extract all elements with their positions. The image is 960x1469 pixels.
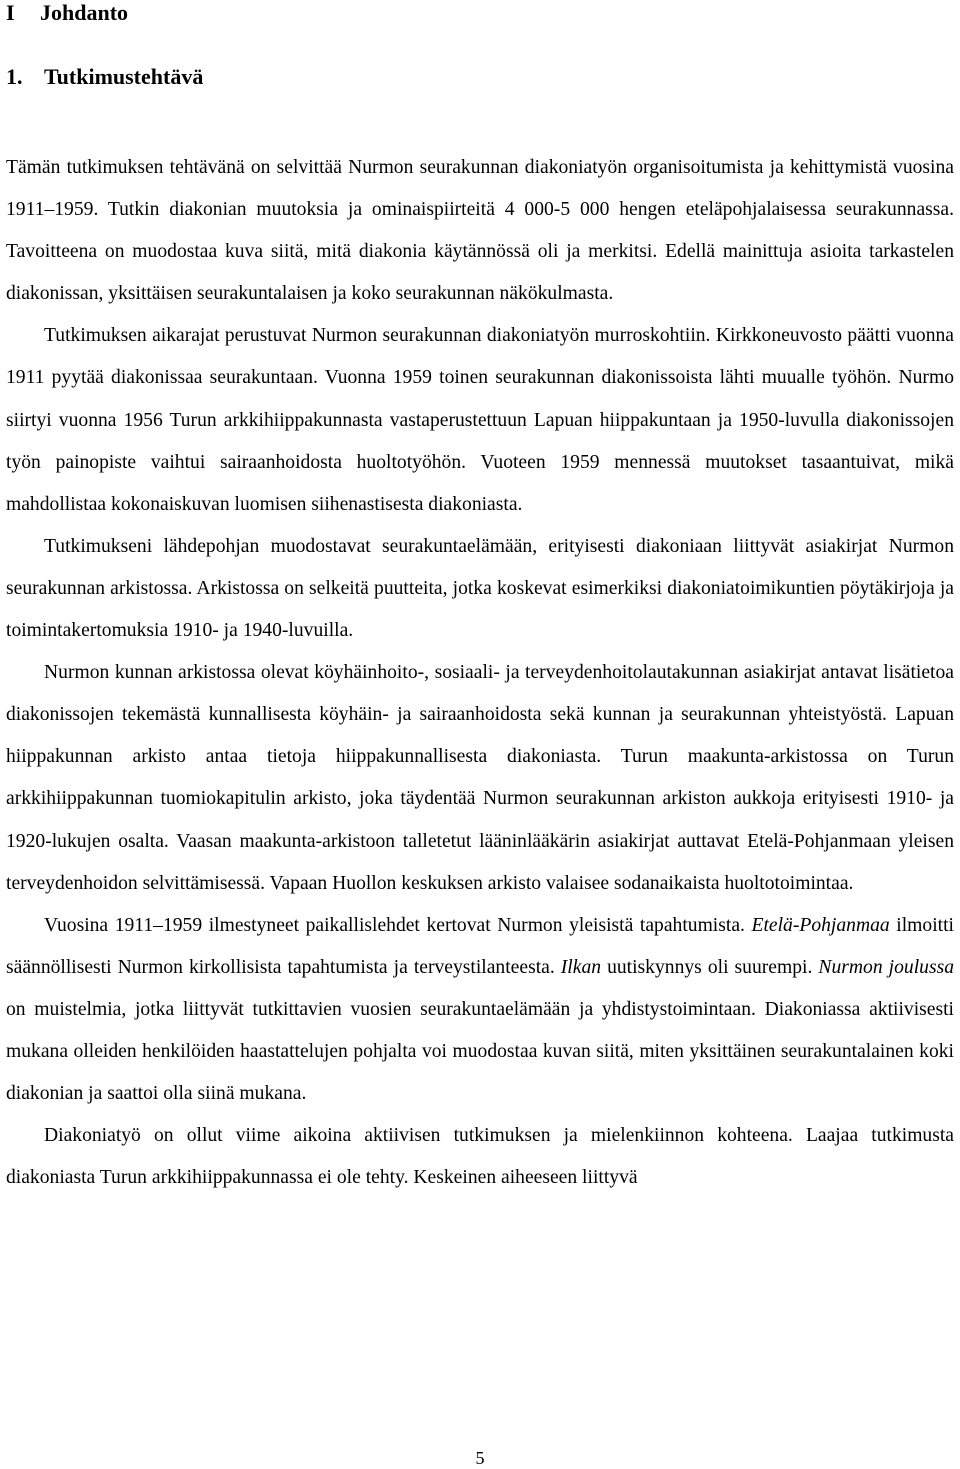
newspaper-title-ilkka: Ilkan: [560, 956, 602, 978]
section-heading: [6, 64, 203, 90]
body-text: [6, 147, 954, 1199]
paragraph-5-text-d: on muistelmia, jotka liittyvät tutkittavien vuosien seurakuntaelämään ja yhdistystoimintaan. Diakoniassa aktiivisesti mukana olleiden henkilöiden haastattelujen pohjalta voi muodostaa kuvan siitä, miten yksittäinen seurakuntalainen koki diakonian ja saattoi olla siinä mukana.: [6, 998, 954, 1105]
paragraph-5: [6, 905, 954, 1115]
page-number: 5: [475, 1448, 485, 1468]
paragraph-4: Nurmon kunnan arkistossa olevat köyhäinhoito-, sosiaali- ja terveydenhoitolautakunnan asiakirjat antavat lisätietoa diakonissojen tekemästä kunnallisesta köyhäin- ja sairaanhoidosta sekä kunnan ja seurakunnan yhteistyöstä. Lapuan hiippakunnan arkisto antaa tietoja hiippakunnallisesta diakoniasta. Turun maakunta-arkistossa on Turun arkkihiippakunnan tuomiokapitulin arkisto, joka täydentää Nurmon seurakunnan arkiston aukkoja erityisesti 1910- ja 1920-lukujen osalta. Vaasan maakunta-arkistoon talletetut lääninlääkärin asiakirjat auttavat Etelä-Pohjanmaan yleisen terveydenhoidon selvittämisessä. Vapaan Huollon keskuksen arkisto valaisee sodanaikaista huoltotoimintaa.: [6, 662, 954, 894]
paragraph-1: Tämän tutkimuksen tehtävänä on selvittää Nurmon seurakunnan diakoniatyön organisoitumista ja kehittymistä vuosina 1911–1959. Tutkin diakonian muutoksia ja ominaispiirteitä 4 000-5 000 hengen eteläpohjalaisessa seurakunnassa. Tavoitteena on muodostaa kuva siitä, mitä diakonia käytännössä oli ja merkitsi. Edellä mainittuja asioita tarkastelen diakonissan, yksittäisen seurakuntalaisen ja koko seurakunnan näkökulmasta.: [6, 157, 954, 305]
newspaper-title-etela-pohjanmaa: Etelä-Pohjanmaa: [751, 914, 890, 936]
paragraph-2: Tutkimuksen aikarajat perustuvat Nurmon seurakunnan diakoniatyön murroskohtiin. Kirkkoneuvosto päätti vuonna 1911 pyytää diakonissaa seurakuntaan. Vuonna 1959 toinen seurakunnan diakonissoista lähti muualle työhön. Nurmo siirtyi vuonna 1956 Turun arkkihiippakunnasta vastaperustettuun Lapuan hiippakuntaan ja 1950-luvulla diakonissojen työn painopiste vaihtui sairaanhoidosta huoltotyöhön. Vuoteen 1959 mennessä muutokset tasaantuivat, mikä mahdollistaa kokonaiskuvan luomisen siihenastisesta diakoniasta.: [6, 325, 954, 515]
paragraph-6: Diakoniatyö on ollut viime aikoina aktiivisen tutkimuksen ja mielenkiinnon kohteena. Laajaa tutkimusta diakoniasta Turun arkkihiippakunnassa ei ole tehty. Keskeinen aiheeseen liittyvä: [6, 1125, 954, 1189]
paragraph-5-text-c: uutiskynnys oli suurempi.: [601, 956, 819, 978]
section-number: 1.: [6, 64, 23, 89]
chapter-number: I: [6, 0, 15, 25]
paragraph-3: Tutkimukseni lähdepohjan muodostavat seurakuntaelämään, erityisesti diakoniaan liittyvät asiakirjat Nurmon seurakunnan arkistossa. Arkistossa on selkeitä puutteita, jotka koskevat esimerkiksi diakoniatoimikuntien pöytäkirjoja ja toimintakertomuksia 1910- ja 1940-luvuilla.: [6, 535, 954, 642]
chapter-heading: [6, 0, 128, 26]
publication-title-nurmon-joulu: Nurmon joulussa: [818, 956, 954, 978]
paragraph-5-text-b: ilmoitti säännöllisesti Nurmon kirkollisista tapahtumista ja terveystilanteesta.: [6, 914, 954, 978]
section-title: Tutkimustehtävä: [44, 64, 204, 89]
paragraph-5-text-a: Vuosina 1911–1959 ilmestyneet paikallislehdet kertovat Nurmon yleisistä tapahtumista.: [44, 914, 752, 936]
chapter-title: Johdanto: [40, 0, 129, 25]
